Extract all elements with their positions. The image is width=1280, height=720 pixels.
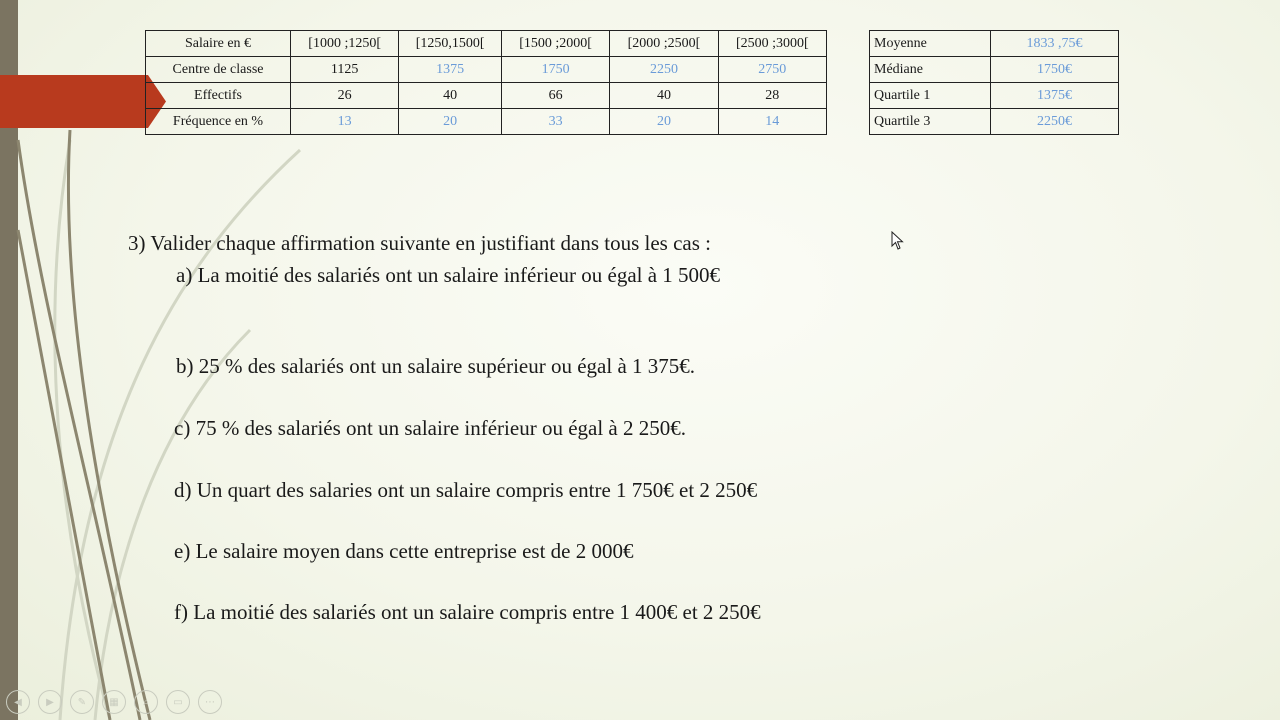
statement-d: d) Un quart des salaries ont un salaire compris entre 1 750€ et 2 250€ [174,478,758,502]
row-label: Salaire en € [146,31,291,57]
table-cell: 13 [291,109,399,135]
pen-icon[interactable]: ✎ [70,690,94,714]
statement-f: f) La moitié des salariés ont un salaire compris entre 1 400€ et 2 250€ [174,600,761,624]
table-row [870,31,1119,57]
table-row [870,57,1119,83]
table-row [870,109,1119,135]
row-label: Centre de classe [146,57,291,83]
statement-c: c) 75 % des salariés ont un salaire inférieur ou égal à 2 250€. [174,416,686,440]
salary-distribution-table [145,30,827,135]
table-cell: [2000 ;2500[ [610,31,718,57]
stat-label: Moyenne [870,31,991,57]
zoom-icon[interactable]: ⌕ [134,690,158,714]
table-cell: 26 [291,83,399,109]
table-cell: 2750 [718,57,826,83]
table-cell: [1500 ;2000[ [501,31,609,57]
table-cell: 40 [399,83,502,109]
play-icon[interactable]: ▶ [38,690,62,714]
table-cell: [2500 ;3000[ [718,31,826,57]
table-row [146,109,827,135]
red-arrow-tab [0,75,166,128]
statement-a: a) La moitié des salariés ont un salaire inférieur ou égal à 1 500€ [176,263,721,287]
table-cell: 1125 [291,57,399,83]
row-label: Fréquence en % [146,109,291,135]
table-cell: 20 [610,109,718,135]
statement-e: e) Le salaire moyen dans cette entreprise est de 2 000€ [174,539,634,563]
table-cell: 1750 [501,57,609,83]
table-cell: 28 [718,83,826,109]
table-cell: [1250,1500[ [399,31,502,57]
statement-b: b) 25 % des salariés ont un salaire supérieur ou égal à 1 375€. [176,354,696,378]
stat-value: 1750€ [991,57,1119,83]
stat-label: Quartile 3 [870,109,991,135]
stat-label: Quartile 1 [870,83,991,109]
table-cell: 40 [610,83,718,109]
slides-icon[interactable]: ▦ [102,690,126,714]
more-icon[interactable]: ⋯ [198,690,222,714]
table-cell: [1000 ;1250[ [291,31,399,57]
back-icon[interactable]: ◀ [6,690,30,714]
table-row [870,83,1119,109]
table-cell: 14 [718,109,826,135]
table-row [146,31,827,57]
row-label: Effectifs [146,83,291,109]
statistics-summary-table [869,30,1119,135]
stat-value: 2250€ [991,109,1119,135]
table-cell: 2250 [610,57,718,83]
stat-value: 1833 ,75€ [991,31,1119,57]
stat-value: 1375€ [991,83,1119,109]
question-title: 3) Valider chaque affirmation suivante en justifiant dans tous les cas : [128,231,711,255]
slideshow-toolbar [6,690,222,714]
table-cell: 20 [399,109,502,135]
subtitle-icon[interactable]: ▭ [166,690,190,714]
table-cell: 33 [501,109,609,135]
table-row [146,57,827,83]
table-cell: 1375 [399,57,502,83]
table-row [146,83,827,109]
stat-label: Médiane [870,57,991,83]
table-cell: 66 [501,83,609,109]
mouse-cursor-icon [891,231,905,251]
